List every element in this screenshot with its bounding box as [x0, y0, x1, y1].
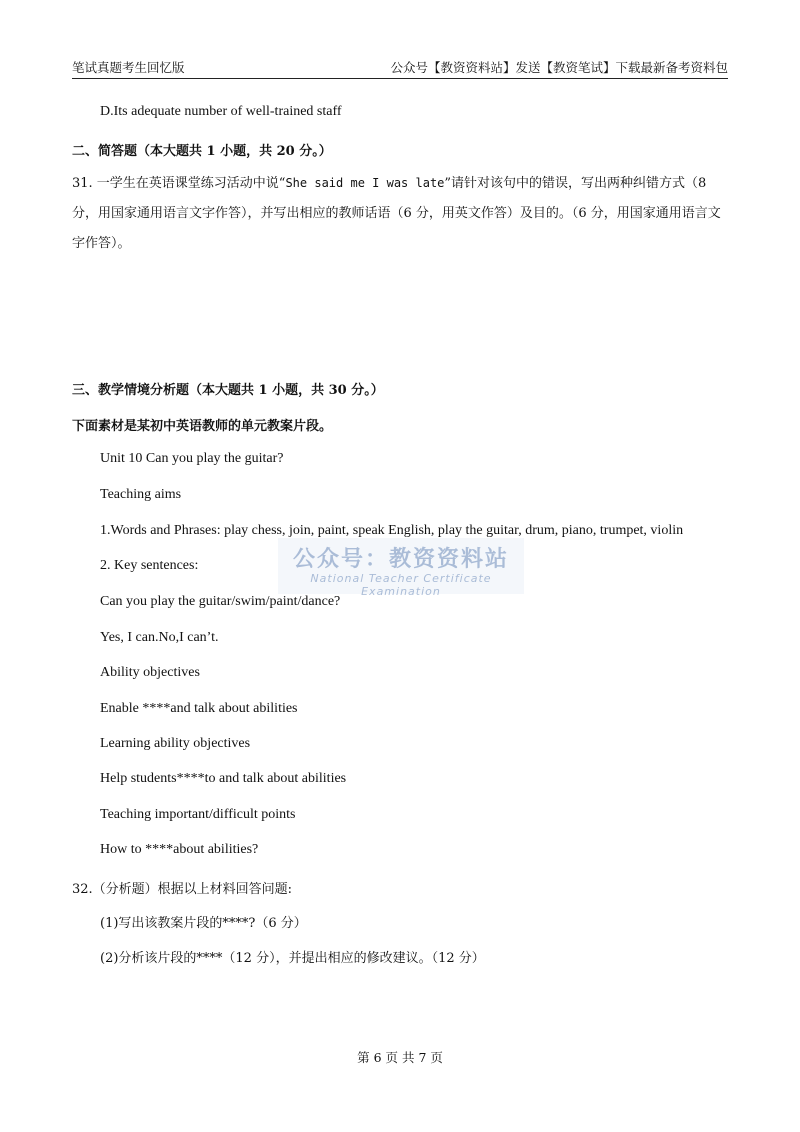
page-header — [72, 56, 728, 79]
lesson-key-points: Teaching important/difficult points — [100, 807, 296, 822]
lesson-learning-objectives: Learning ability objectives — [100, 736, 251, 751]
lesson-teaching-aims: Teaching aims — [100, 487, 182, 502]
lesson-ability-objectives: Ability objectives — [100, 665, 200, 680]
section3-title: 三、教学情境分析题（本大题共 1 小题，共 30 分。） — [72, 383, 384, 398]
lesson-sentence-2: Yes, I can.No,I can’t. — [100, 630, 219, 645]
q31-rest: ”请针对该句中的错误，写出两种纠错方式（8 分，用国家通用语言文字作答），并写出相应的教师话语（6 分，用英文作答）及目的。（6 分，用国家通用语言文字作答）。 — [72, 176, 721, 251]
q30-option-d: D.Its adequate number of well-trained staff — [100, 104, 342, 119]
q32-subquestion-1: (1)写出该教案片段的****?（6 分） — [100, 916, 307, 931]
q31-prefix: 31. 一学生在英语课堂练习活动中说“ — [72, 176, 286, 191]
lesson-words-phrases: 1.Words and Phrases: play chess, join, paint, speak English, play the guitar, drum, piano, trumpet, violin — [100, 523, 684, 538]
lesson-ability-detail: Enable ****and talk about abilities — [100, 701, 298, 716]
lesson-unit-title: Unit 10 Can you play the guitar? — [100, 451, 284, 466]
q31-question — [72, 168, 732, 259]
section3-intro: 下面素材是某初中英语教师的单元教案片段。 — [72, 419, 333, 434]
watermark-title: 公众号：教资资料站 — [292, 547, 509, 572]
lesson-learning-detail: Help students****to and talk about abilities — [100, 771, 347, 786]
page-footer: 第 6 页 共 7 页 — [357, 1050, 443, 1065]
watermark-subtitle: National Teacher Certificate Examination — [310, 572, 492, 598]
lesson-key-points-detail: How to ****about abilities? — [100, 842, 259, 857]
watermark — [278, 538, 524, 598]
q32-subquestion-2: (2)分析该片段的****（12 分），并提出相应的修改建议。（12 分） — [100, 951, 485, 966]
lesson-sentence-1: Can you play the guitar/swim/paint/dance? — [100, 594, 341, 609]
q32-question: 32.（分析题）根据以上材料回答问题: — [72, 882, 293, 897]
header-left-text: 笔试真题考生回忆版 — [72, 60, 185, 75]
q31-quote: She said me I was late — [285, 176, 445, 190]
section2-title: 二、简答题（本大题共 1 小题，共 20 分。） — [72, 144, 332, 159]
lesson-key-sentences: 2. Key sentences: — [100, 558, 199, 573]
header-right-text: 公众号【教资资料站】发送【教资笔试】下载最新备考资料包 — [390, 60, 728, 75]
